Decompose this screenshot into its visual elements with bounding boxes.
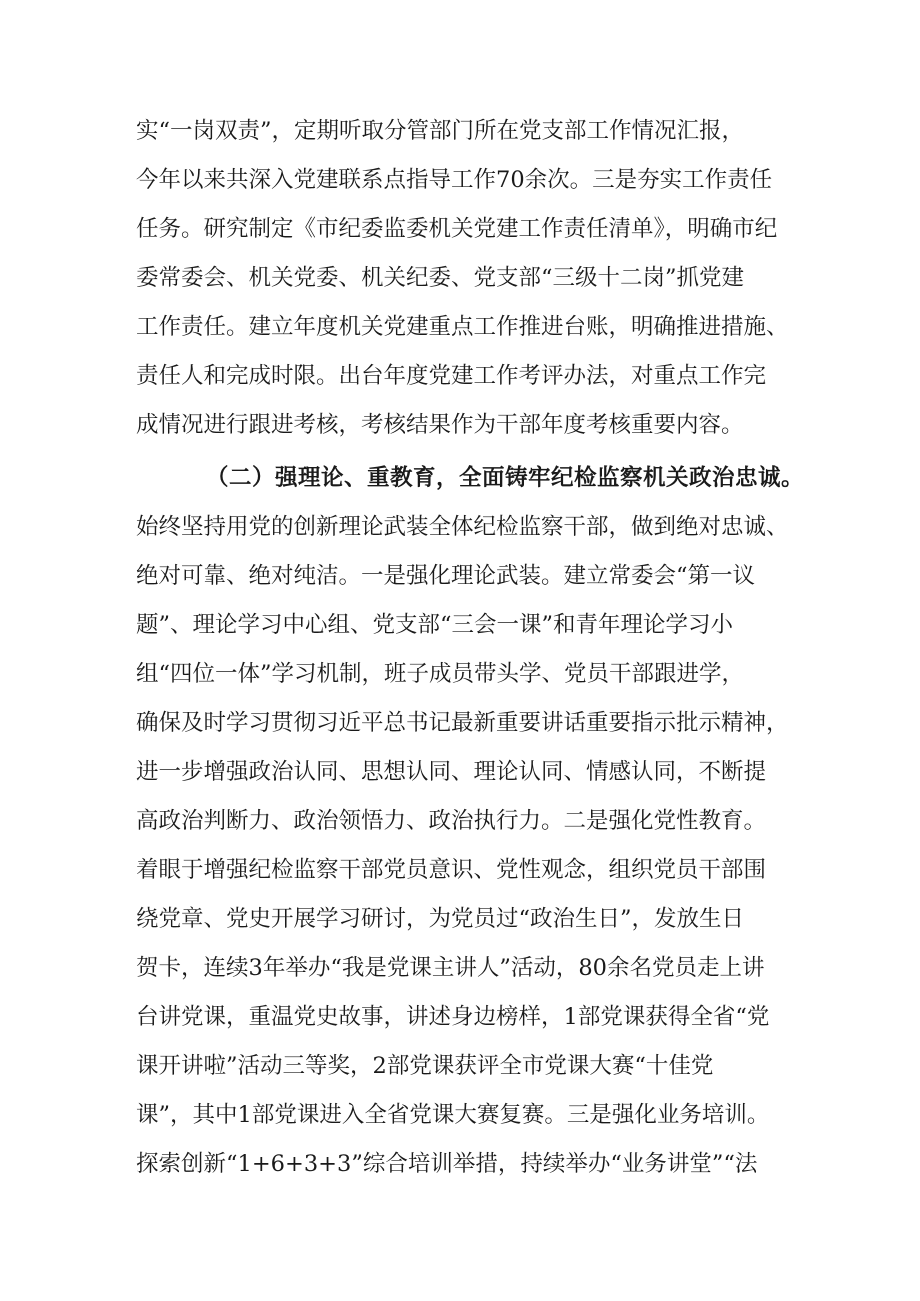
text-line: 台讲党课，重温党史故事，讲述身边榜样，1部党课获得全省“党 [136, 1004, 770, 1030]
text-line: 组“四位一体”学习机制，班子成员带头学、党员干部跟进学， [136, 661, 745, 687]
text-line: 始终坚持用党的创新理论武装全体纪检监察干部，做到绝对忠诚、 [136, 514, 789, 540]
text-line: 工作责任。建立年度机关党建重点工作推进台账，明确推进措施、 [136, 314, 789, 340]
text-line: 进一步增强政治认同、思想认同、理论认同、情感认同，不断提 [136, 759, 767, 785]
text-line: 成情况进行跟进考核，考核结果作为干部年度考核重要内容。 [136, 412, 744, 438]
text-line: 责任人和完成时限。出台年度党建工作考评办法，对重点工作完 [136, 363, 767, 389]
section-heading: （二）强理论、重教育，全面铸牢纪检监察机关政治忠诚。 [206, 465, 805, 491]
text-line: 探索创新“1+6+3+3”综合培训举措，持续举办“业务讲堂”“法 [136, 1151, 758, 1177]
text-line: 题”、理论学习中心组、党支部“三会一课”和青年理论学习小 [136, 612, 734, 638]
text-line: 今年以来共深入党建联系点指导工作70余次。三是夯实工作责任 [136, 167, 773, 193]
text-line: 贺卡，连续3年举办“我是党课主讲人”活动，80余名党员走上讲 [136, 955, 765, 981]
text-line: 课”，其中1部党课进入全省党课大赛复赛。三是强化业务培训。 [136, 1102, 770, 1128]
text-line: 绕党章、党史开展学习研讨，为党员过“政治生日”，发放生日 [136, 906, 745, 932]
text-line: 任务。研究制定《市纪委监委机关党建工作责任清单》，明确市纪 [136, 216, 778, 242]
text-line: 着眼于增强纪检监察干部党员意识、党性观念，组织党员干部围 [136, 857, 767, 883]
text-line: 实“一岗双责”，定期听取分管部门所在党支部工作情况汇报， [136, 118, 745, 144]
text-line: 绝对可靠、绝对纯洁。一是强化理论武装。建立常委会“第一议 [136, 563, 756, 589]
text-line: 确保及时学习贯彻习近平总书记最新重要讲话重要指示批示精神， [136, 710, 789, 736]
text-line: 委常委会、机关党委、机关纪委、党支部“三级十二岗”抓党建 [136, 265, 745, 291]
text-line: 高政治判断力、政治领悟力、政治执行力。二是强化党性教育。 [136, 808, 767, 834]
text-line: 课开讲啦”活动三等奖，2部党课获评全市党课大赛“十佳党 [136, 1053, 714, 1079]
